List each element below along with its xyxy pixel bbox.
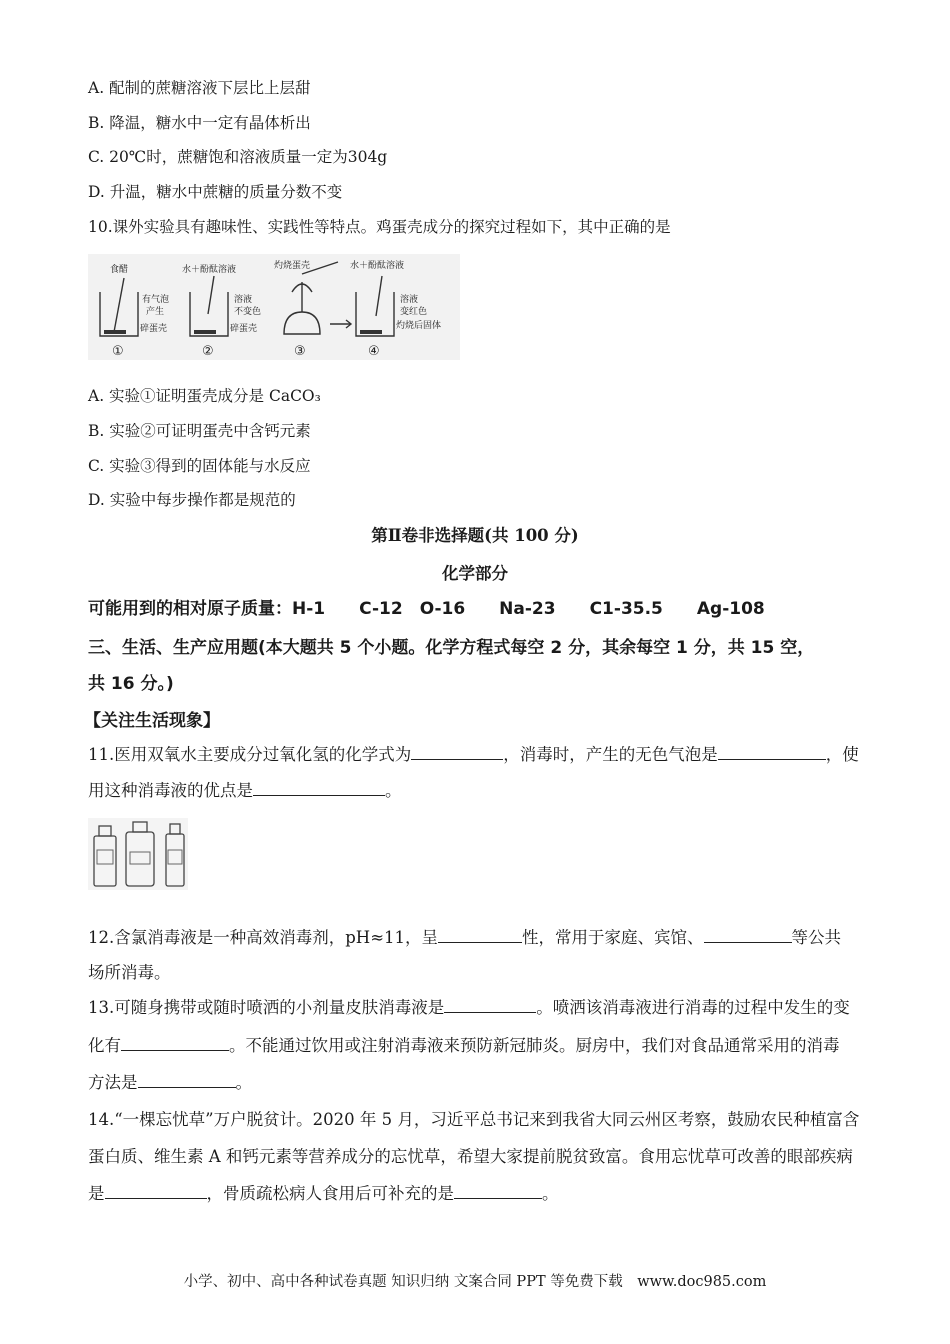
answer-blank[interactable] xyxy=(253,781,385,796)
q12-line1: 12.含氯消毒液是一种高效消毒剂，pH≈11，呈 性，常用于家庭、宾馆、 等公共 xyxy=(88,928,842,947)
q13-line1: 13.可随身携带或随时喷洒的小剂量皮肤消毒液是 。喷洒该消毒液进行消毒的过程中发生的变 xyxy=(88,998,850,1017)
figure-label-vinegar: 食醋 xyxy=(110,265,129,275)
answer-blank[interactable] xyxy=(105,1184,207,1199)
page-footer: 小学、初中、高中各种试卷真题 知识归纳 文案合同 PPT 等免费下载 www.doc985.com xyxy=(183,1274,767,1290)
q9-option-d: D. 升温，糖水中蔗糖的质量分数不变 xyxy=(88,183,343,201)
section-title: 第Ⅱ卷非选择题(共 100 分) xyxy=(371,526,579,545)
q13-line2: 化有 。不能通过饮用或注射消毒液来预防新冠肺炎。厨房中，我们对食品通常采用的消毒 xyxy=(88,1036,840,1055)
q13-line3: 方法是 。 xyxy=(88,1073,252,1092)
figure-number-1: ① xyxy=(112,344,124,359)
answer-blank[interactable] xyxy=(411,745,503,760)
q14-line3: 是 ，骨质疏松病人食用后可补充的是 。 xyxy=(88,1184,559,1203)
q11-line1: 11.医用双氧水主要成分过氧化氢的化学式为 ，消毒时，产生的无色气泡是 ，使 xyxy=(88,745,859,764)
figure-side-label: 溶液 xyxy=(234,295,253,305)
answer-blank[interactable] xyxy=(121,1036,229,1051)
q9-option-c: C. 20℃时，蔗糖饱和溶液质量一定为304g xyxy=(88,148,388,166)
figure-label-water-phenol-2: 水＋酚酞溶液 xyxy=(350,261,405,271)
figure-label-burn-shell: 灼烧蛋壳 xyxy=(274,261,311,271)
figure-side-label: 溶液 xyxy=(400,295,419,305)
q14-line1: 14.“一棵忘忧草”万户脱贫计。2020 年 5 月，习近平总书记来到我省大同云州区考察，鼓励农民种植富含 xyxy=(88,1110,860,1129)
q12-line2: 场所消毒。 xyxy=(88,963,171,982)
part3-heading-line2: 共 16 分。) xyxy=(88,674,174,694)
figure-side-label: 有气泡 xyxy=(142,295,170,305)
q10-stem: 10.课外实验具有趣味性、实践性等特点。鸡蛋壳成分的探究过程如下，其中正确的是 xyxy=(88,218,671,236)
figure-side-label: 产生 xyxy=(146,307,165,317)
q11-line2: 用这种消毒液的优点是 。 xyxy=(88,781,402,800)
answer-blank[interactable] xyxy=(704,928,792,943)
answer-blank[interactable] xyxy=(138,1073,236,1088)
q9-option-a: A. 配制的蔗糖溶液下层比上层甜 xyxy=(88,79,311,97)
figure-side-label: 变红色 xyxy=(400,307,428,317)
eggshell-experiment-figure xyxy=(88,254,460,360)
figure-side-label: 碎蛋壳 xyxy=(230,324,258,334)
section-subtitle: 化学部分 xyxy=(442,564,508,583)
figure-side-label: 灼烧后固体 xyxy=(396,321,442,331)
figure-side-label: 碎蛋壳 xyxy=(140,324,168,334)
q9-option-b: B. 降温，糖水中一定有晶体析出 xyxy=(88,114,311,132)
figure-number-2: ② xyxy=(202,344,214,359)
answer-blank[interactable] xyxy=(438,928,522,943)
part3-heading-line1: 三、生活、生产应用题(本大题共 5 个小题。化学方程式每空 2 分，其余每空 1 分，共 15 空， xyxy=(88,638,815,658)
q10-option-a: A. 实验①证明蛋壳成分是 CaCO₃ xyxy=(88,387,321,405)
figure-number-3: ③ xyxy=(294,344,306,359)
q14-line2: 蛋白质、维生素 A 和钙元素等营养成分的忘忧草，希望大家提前脱贫致富。食用忘忧草可改善的眼部疾病 xyxy=(88,1147,853,1166)
q10-option-c: C. 实验③得到的固体能与水反应 xyxy=(88,457,311,475)
answer-blank[interactable] xyxy=(718,745,826,760)
figure-number-4: ④ xyxy=(368,344,380,359)
topic-heading: 【关注生活现象】 xyxy=(84,711,220,731)
answer-blank[interactable] xyxy=(454,1184,542,1199)
atomic-mass-line: 可能用到的相对原子质量：H-1 C-12 O-16 Na-23 C1-35.5 Ag-108 xyxy=(88,599,765,619)
figure-label-water-phenol-1: 水＋酚酞溶液 xyxy=(182,265,237,275)
q10-option-d: D. 实验中每步操作都是规范的 xyxy=(88,491,296,509)
q10-option-b: B. 实验②可证明蛋壳中含钙元素 xyxy=(88,422,311,440)
answer-blank[interactable] xyxy=(444,998,536,1013)
figure-side-label: 不变色 xyxy=(234,307,262,317)
disinfectant-bottles-image xyxy=(88,818,188,890)
